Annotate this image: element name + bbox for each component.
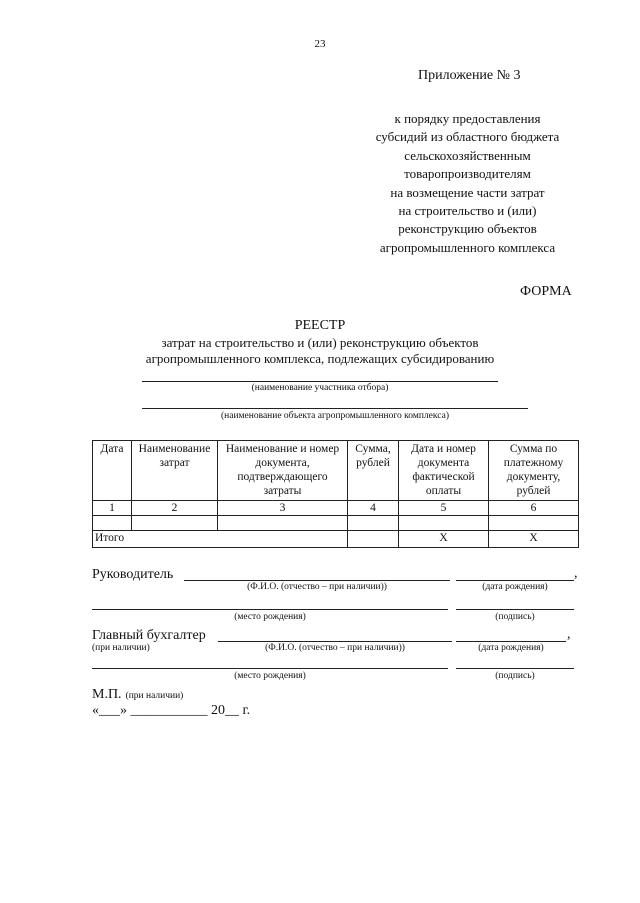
- total-x-mark: Х: [399, 531, 489, 548]
- date-line: «___» ___________ 20__ г.: [92, 703, 251, 718]
- object-name-line: [142, 408, 528, 409]
- accountant-if-any: (при наличии): [92, 643, 150, 653]
- table-header-row: [93, 441, 579, 501]
- registry-subtitle-line: агропромышленного комплекса, подлежащих субсидированию: [145, 351, 495, 366]
- head-signature-line: [456, 609, 574, 610]
- column-header: Сумма, рублей: [348, 441, 399, 501]
- head-fio-line: [184, 580, 450, 581]
- accountant-fio-line: [218, 641, 452, 642]
- total-x-mark: Х: [489, 531, 579, 548]
- object-caption: (наименование объекта агропромышленного комплекса): [220, 411, 449, 421]
- registry-title: РЕЕСТР: [294, 318, 346, 333]
- column-number: 3: [218, 501, 348, 516]
- column-number: 5: [399, 501, 489, 516]
- accountant-birth-date-caption: (дата рождения): [478, 643, 544, 653]
- head-birth-place-line: [92, 609, 448, 610]
- participant-name-line: [142, 381, 498, 382]
- total-sum-cell: [348, 531, 399, 548]
- table-cell: [489, 516, 579, 531]
- column-header: Наименование и номер документа, подтверждающего затраты: [218, 441, 348, 501]
- column-header: Дата: [93, 441, 132, 501]
- head-birth-date-caption: (дата рождения): [482, 582, 548, 592]
- stamp-block: [92, 685, 183, 703]
- appendix-subtitle: [340, 110, 595, 257]
- chief-accountant-label: Главный бухгалтер: [92, 628, 206, 643]
- accountant-signature-caption: (подпись): [495, 671, 535, 681]
- column-header: Сумма по платежному документу, рублей: [489, 441, 579, 501]
- registry-table: [92, 440, 579, 548]
- accountant-signature-line: [456, 668, 574, 669]
- appendix-line: субсидий из областного бюджета: [375, 129, 560, 145]
- appendix-line: на строительство и (или): [398, 203, 537, 219]
- table-cell: [132, 516, 218, 531]
- accountant-birth-date-line: [456, 641, 566, 642]
- head-birth-date-line: [456, 580, 574, 581]
- head-label: Руководитель: [92, 567, 174, 582]
- form-label: ФОРМА: [520, 284, 572, 299]
- table-cell: [399, 516, 489, 531]
- column-header: Дата и номер документа фактической оплаты: [399, 441, 489, 501]
- appendix-line: на возмещение части затрат: [390, 184, 545, 200]
- accountant-birth-place-line: [92, 668, 448, 669]
- appendix-line: агропромышленного комплекса: [379, 239, 556, 255]
- participant-caption: (наименование участника отбора): [251, 383, 389, 393]
- registry-subtitle: [100, 335, 540, 367]
- column-number: 4: [348, 501, 399, 516]
- head-signature-caption: (подпись): [495, 612, 535, 622]
- table-row: [93, 516, 579, 531]
- page-number: 23: [314, 38, 326, 50]
- accountant-birth-place-caption: (место рождения): [234, 671, 306, 681]
- table-cell: [218, 516, 348, 531]
- appendix-line: к порядку предоставления: [394, 111, 541, 126]
- head-birth-place-caption: (место рождения): [234, 612, 306, 622]
- stamp-note: (при наличии): [125, 691, 184, 701]
- table-total-row: [93, 531, 579, 548]
- head-comma: ,: [574, 566, 578, 581]
- column-number: 1: [93, 501, 132, 516]
- column-number: 6: [489, 501, 579, 516]
- stamp-label: М.П.: [92, 687, 122, 702]
- table-number-row: [93, 501, 579, 516]
- appendix-line: реконструкцию объектов: [398, 221, 537, 237]
- column-header: Наименование затрат: [132, 441, 218, 501]
- total-label: Итого: [93, 531, 348, 548]
- table-cell: [348, 516, 399, 531]
- head-fio-caption: (Ф.И.О. (отчество – при наличии)): [247, 582, 387, 592]
- appendix-line: сельскохозяйственным: [404, 147, 531, 163]
- accountant-comma: ,: [567, 627, 571, 642]
- appendix-title: Приложение № 3: [418, 68, 521, 83]
- appendix-line: товаропроизводителям: [404, 166, 531, 182]
- column-number: 2: [132, 501, 218, 516]
- accountant-fio-caption: (Ф.И.О. (отчество – при наличии)): [265, 643, 405, 653]
- table-cell: [93, 516, 132, 531]
- registry-subtitle-line: затрат на строительство и (или) реконструкцию объектов: [161, 335, 479, 350]
